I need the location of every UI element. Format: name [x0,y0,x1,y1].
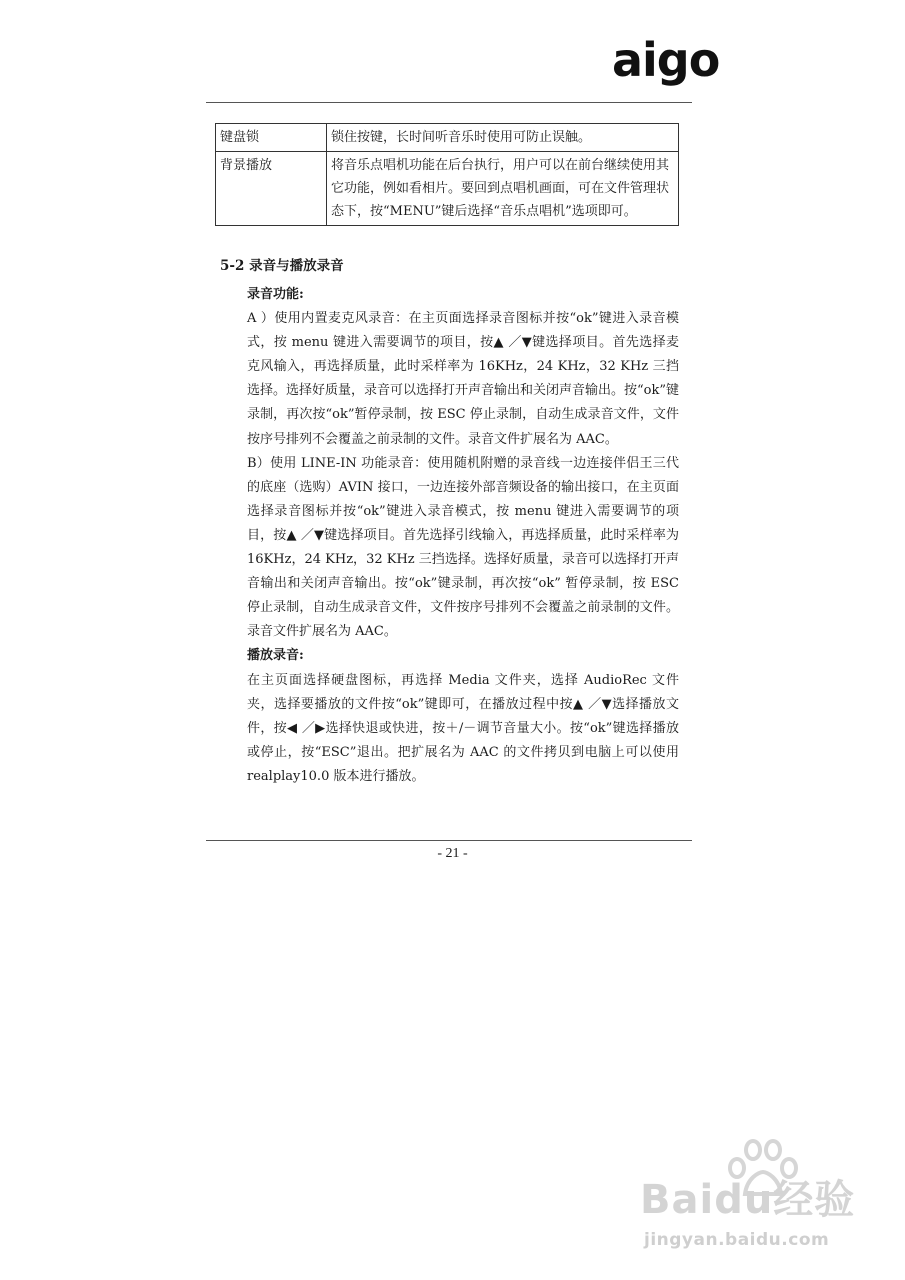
table-key: 键盘锁 [216,124,327,152]
table-row [216,152,679,226]
play-subheading: 播放录音: [247,648,304,664]
section-body [247,283,679,789]
record-subheading: 录音功能: [247,287,304,302]
footer-rule [206,840,692,841]
watermark-brand: Baidu经验 [640,1177,856,1223]
paragraph-linein-record: B）使用 LINE-IN 功能录音：使用随机附赠的录音线一边连接伴侣王三代的底座（选购）AVIN 接口，一边连接外部音频设备的输出接口，在主页面选择录音图标并按“ok”键进入录音模式，按 menu 键进入需要调节的项目，按▲ ／▼键选择项目。首先选择引线输入，再选择质量，此时采样率为 16KHz，24 KHz，32 KHz 三挡选择。选择好质量，录音可以选择打开声音输出和关闭声音输出。按“ok”键录制，再次按“ok” 暂停录制，按 ESC 停止录制，自动生成录音文件，文件按序号排列不会覆盖之前录制的文件。录音文件扩展名为 AAC。 [247,455,679,640]
table-value: 将音乐点唱机功能在后台执行，用户可以在前台继续使用其它功能，例如看相片。要回到点唱机画面，可在文件管理状态下，按“MENU”键后选择“音乐点唱机”选项即可。 [327,152,679,226]
table-row [216,124,679,152]
section-heading: 5-2 录音与播放录音 [220,258,344,274]
paragraph-mic-record: A ）使用内置麦克风录音：在主页面选择录音图标并按“ok”键进入录音模式，按 menu 键进入需要调节的项目，按▲ ／▼键选择项目。首先选择麦克风输入，再选择质量，此时采样率为 16KHz，24 KHz，32 KHz 三挡选择。选择好质量，录音可以选择打开声音输出和关闭声音输出。按“ok”键录制，再次按“ok”暂停录制，按 ESC 停止录制，自动生成录音文件，文件按序号排列不会覆盖之前录制的文件。录音文件扩展名为 AAC。 [247,311,679,447]
header-rule [206,102,692,103]
table-key: 背景播放 [216,152,327,226]
aigo-logo: aigo [612,33,720,87]
watermark-url: jingyan.baidu.com [644,1230,830,1250]
table-value: 锁住按键，长时间听音乐时使用可防止误触。 [327,124,679,152]
page-number: - 21 - [437,846,468,861]
paragraph-playback: 在主页面选择硬盘图标，再选择 Media 文件夹，选择 AudioRec 文件夹，选择要播放的文件按“ok”键即可，在播放过程中按▲ ／▼选择播放文件，按◀ ／▶选择快退或快进，按＋/－调节音量大小。按“ok”键选择播放或停止，按“ESC”退出。把扩展名为 AAC 的文件拷贝到电脑上可以使用 realplay10.0 版本进行播放。 [247,672,679,784]
baidu-watermark [640,1138,870,1266]
feature-table [215,123,679,226]
